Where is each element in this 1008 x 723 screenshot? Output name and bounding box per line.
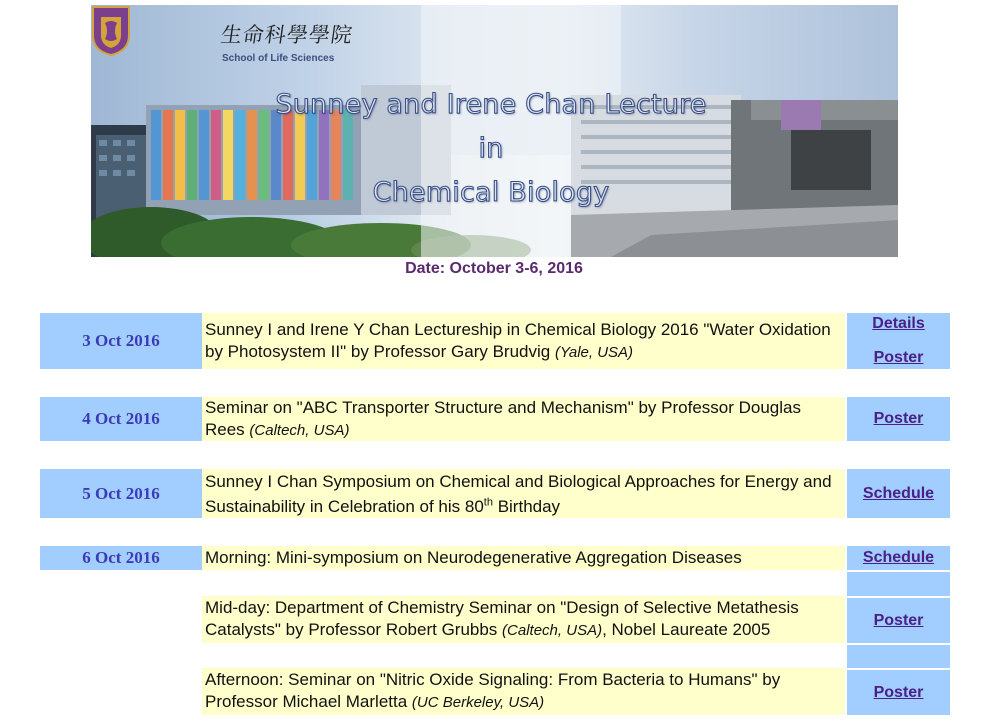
speaker-affiliation: (UC Berkeley, USA)	[411, 694, 545, 711]
event-title: Seminar on "ABC Transporter Structure and Mechanism" by Professor Douglas Rees	[205, 397, 801, 439]
session-title: Morning: Mini-symposium on Neurodegenerative Aggregation Diseases	[205, 548, 742, 567]
event-description	[202, 397, 845, 441]
session-title: Afternoon: Seminar on "Nitric Oxide Signaling: From Bacteria to Humans" by Professor Michael Marletta	[205, 670, 781, 711]
event-links-cell	[847, 397, 950, 441]
school-name-english: School of Life Sciences	[222, 53, 335, 64]
ordinal-suffix: th	[483, 495, 493, 508]
event-title-end: Birthday	[492, 496, 561, 516]
banner-title	[241, 83, 741, 215]
speaker-affiliation: (Caltech, USA)	[249, 421, 350, 439]
poster-link[interactable]: Poster	[873, 611, 924, 629]
event-links-cell	[847, 313, 950, 369]
event-description	[202, 469, 845, 518]
schedule-link[interactable]: Schedule	[862, 549, 935, 566]
poster-link[interactable]: Poster	[873, 683, 924, 701]
banner-title-line-2: in	[478, 133, 504, 164]
banner-title-line-1: Sunney and Irene Chan Lecture	[275, 89, 707, 120]
details-link[interactable]: Details	[872, 315, 925, 332]
session-title-end: , Nobel Laureate 2005	[602, 620, 771, 639]
session-description	[202, 546, 845, 570]
session-description	[202, 596, 845, 643]
event-title: Sunney I and Irene Y Chan Lectureship in Chemical Biology 2016 "Water Oxidation by Photosystem II" by Professor Gary Brudvig	[205, 319, 831, 361]
session-links-cell	[847, 598, 950, 643]
event-date-cell: 3 Oct 2016	[40, 313, 202, 369]
event-description	[202, 313, 845, 369]
session-links-cell	[847, 670, 950, 715]
event-date-cell: 5 Oct 2016	[40, 469, 202, 518]
poster-link[interactable]: Poster	[873, 349, 924, 366]
event-links-cell	[847, 469, 950, 518]
banner-title-line-3: Chemical Biology	[372, 177, 610, 208]
schedule-link[interactable]: Schedule	[862, 484, 935, 502]
event-date-cell: 4 Oct 2016	[40, 397, 202, 441]
speaker-affiliation: (Caltech, USA)	[502, 622, 603, 639]
empty-link-cell	[847, 572, 950, 596]
event-date-range: Date: October 3-6, 2016	[405, 260, 583, 277]
session-description	[202, 668, 845, 715]
event-date-cell: 6 Oct 2016	[40, 546, 202, 570]
university-crest-logo	[91, 5, 131, 57]
poster-link[interactable]: Poster	[873, 410, 924, 427]
event-title: Sunney I Chan Symposium on Chemical and Biological Approaches for Energy and Sustainability in Celebration of his 80	[205, 471, 832, 516]
school-name-chinese: 生命科學學院	[219, 23, 355, 47]
session-title: Mid-day: Department of Chemistry Seminar on "Design of Selective Metathesis Catalysts" by Professor Robert Grubbs	[205, 598, 799, 639]
empty-link-cell	[847, 645, 950, 668]
session-links-cell	[847, 546, 950, 570]
speaker-affiliation: (Yale, USA)	[554, 343, 634, 361]
header-banner	[91, 5, 898, 257]
